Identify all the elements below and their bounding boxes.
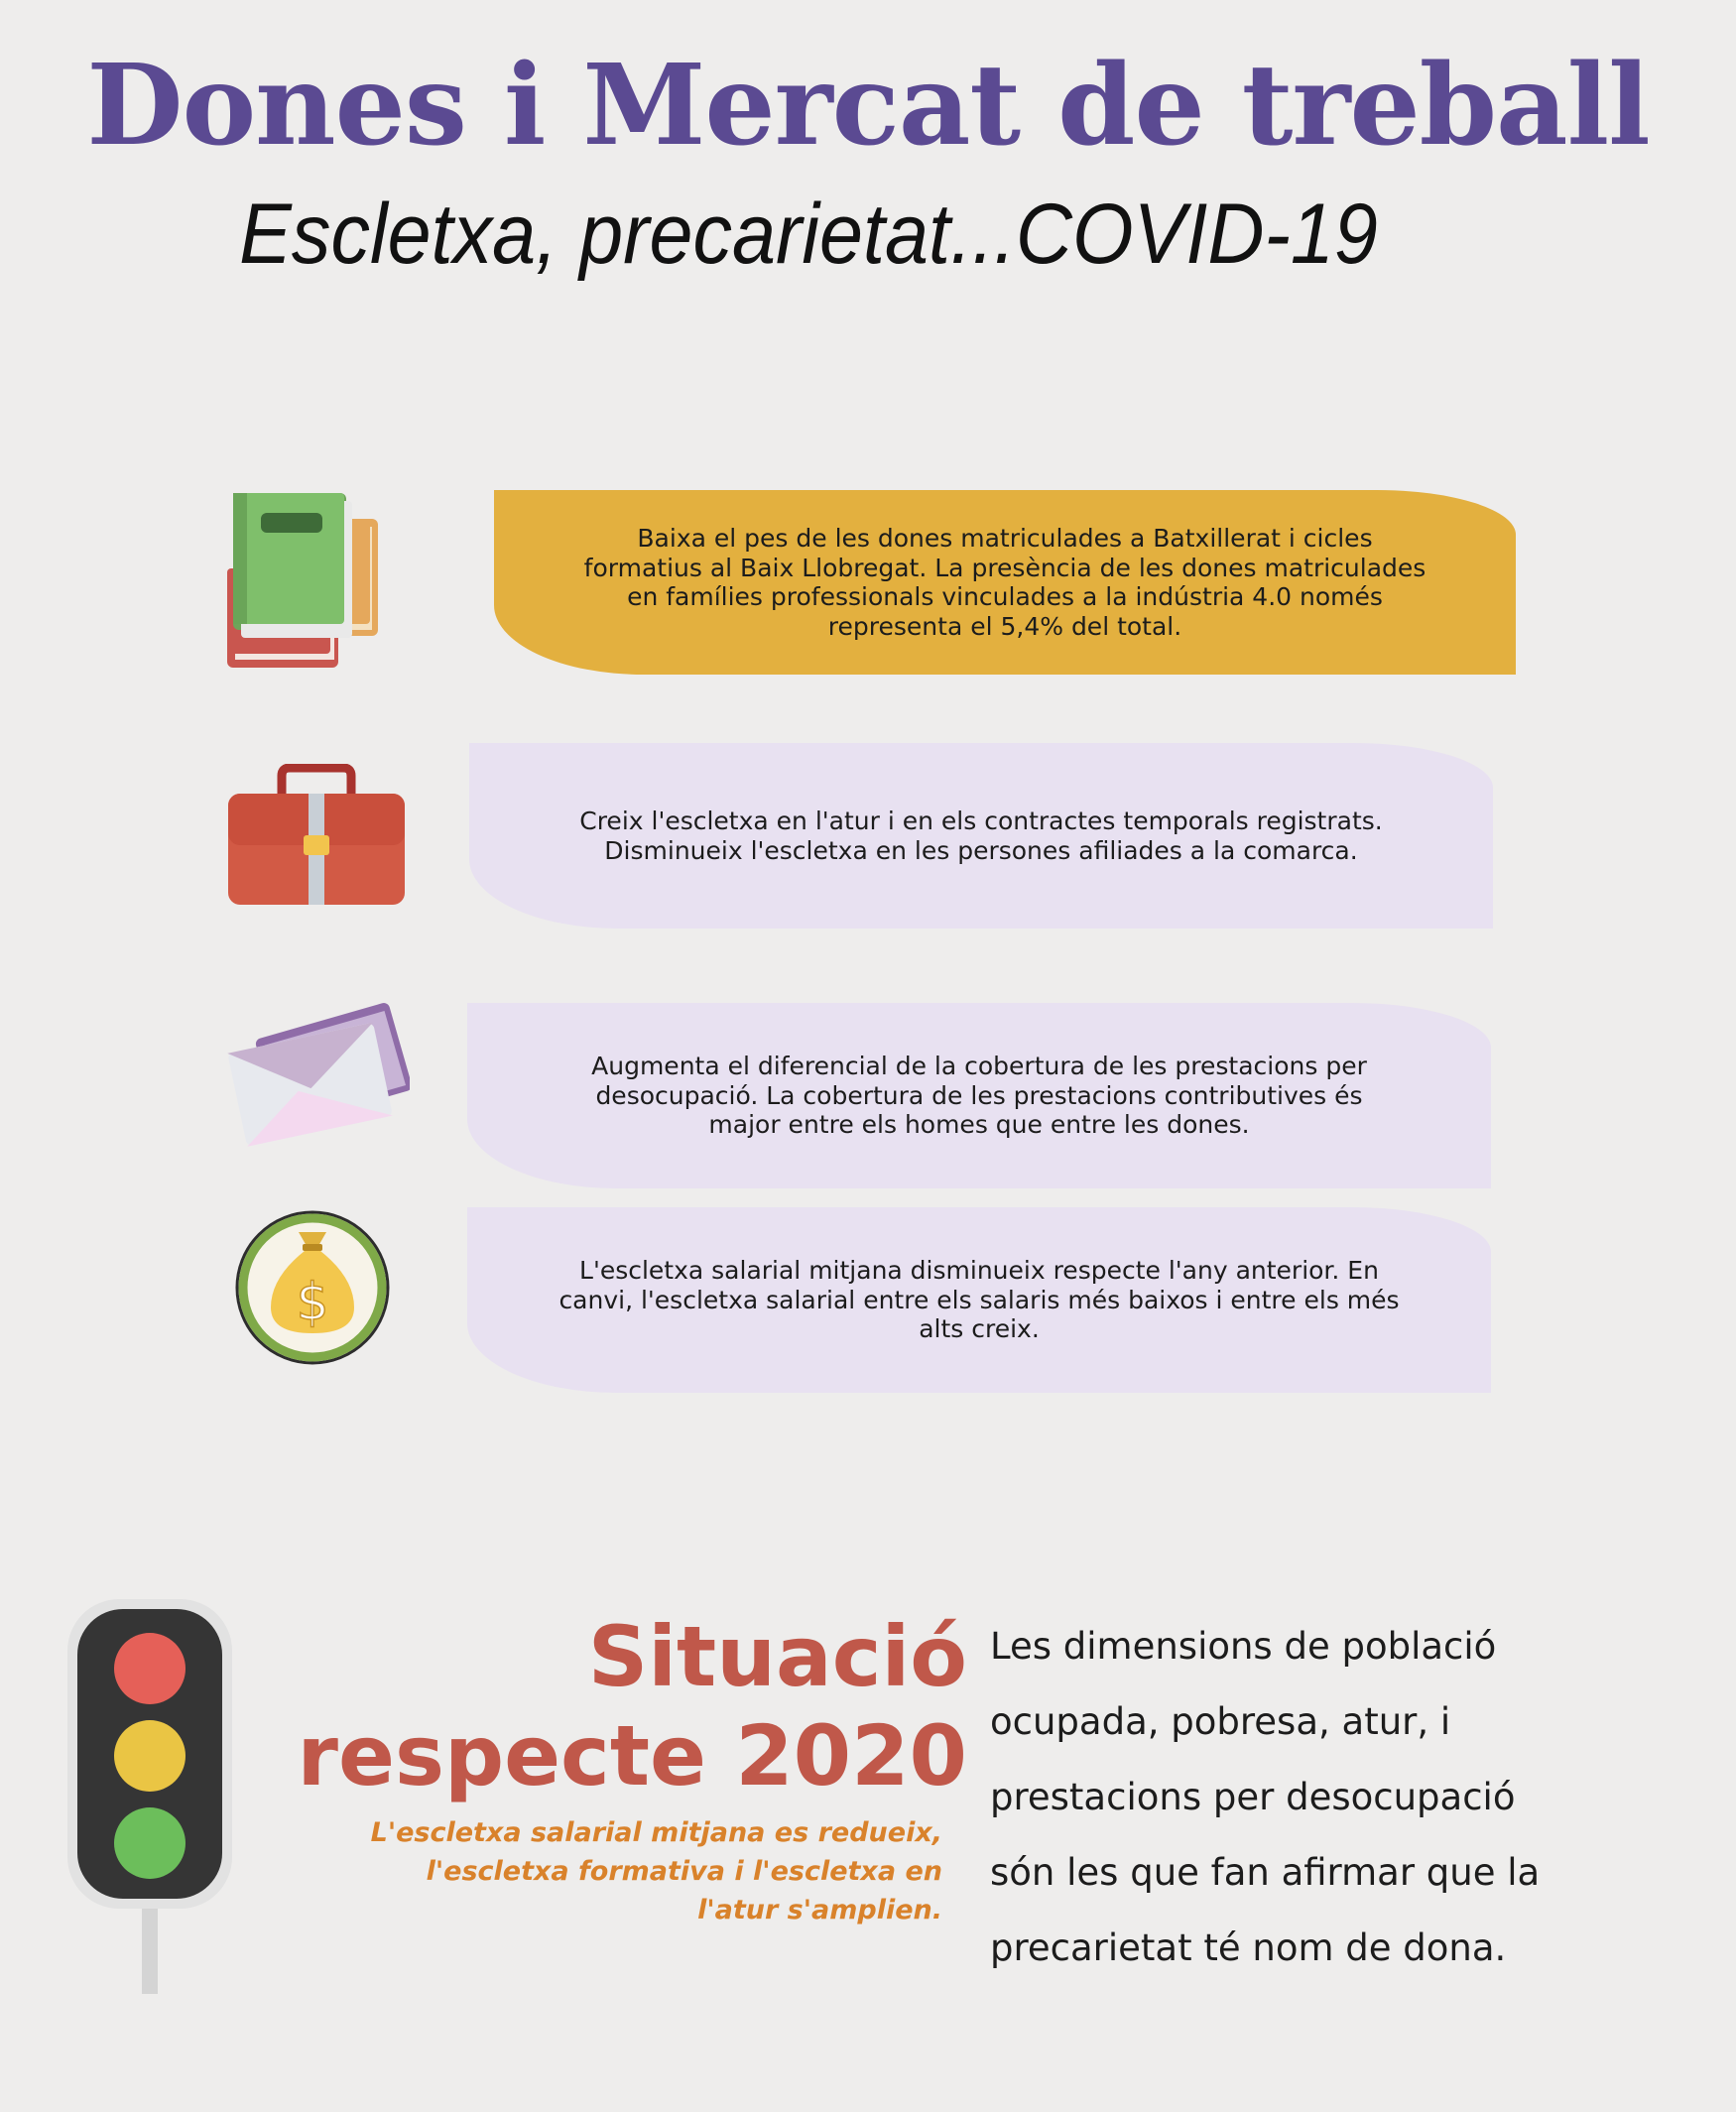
- situation-note-line: l'atur s'amplien.: [697, 1895, 942, 1926]
- card-text-line: representa el 5,4% del total.: [827, 611, 1182, 641]
- situation-body-line: precarietat té nom de dona.: [990, 1926, 1507, 1969]
- info-card-unemployment: [469, 743, 1493, 929]
- traffic-light-icon: [65, 1597, 234, 1999]
- situation-note-line: L'escletxa salarial mitjana es redueix,: [370, 1817, 942, 1848]
- card-text-line: desocupació. La cobertura de les prestacions contributives és: [595, 1080, 1363, 1110]
- books-icon: [223, 489, 382, 673]
- info-card-benefits: [467, 1003, 1491, 1188]
- situation-note-line: l'escletxa formativa i l'escletxa en: [426, 1856, 942, 1887]
- money-bag-icon: [231, 1208, 395, 1367]
- situation-body-line: Les dimensions de població: [990, 1625, 1497, 1668]
- info-card-wages: [467, 1207, 1491, 1393]
- card-text-line: alts creix.: [919, 1314, 1040, 1344]
- card-text-line: Disminueix l'escletxa en les persones afiliades a la comarca.: [604, 835, 1358, 865]
- card-text-line: formatius al Baix Llobregat. La presència de les dones matriculades: [583, 553, 1426, 582]
- situation-body-line: prestacions per desocupació: [990, 1776, 1516, 1818]
- card-text-line: Creix l'escletxa en l'atur i en els contractes temporals registrats.: [579, 807, 1383, 835]
- situation-body-line: ocupada, pobresa, atur, i: [990, 1700, 1451, 1743]
- situation-title-line: Situació: [587, 1608, 967, 1705]
- svg-text:$: $: [296, 1273, 329, 1332]
- envelope-icon: [226, 998, 410, 1147]
- card-text-line: Baixa el pes de les dones matriculades a Batxillerat i cicles: [637, 524, 1373, 553]
- situation-body-line: són les que fan afirmar que la: [990, 1851, 1541, 1894]
- card-text-line: Augmenta el diferencial de la cobertura de les prestacions per: [591, 1052, 1367, 1081]
- situation-title: [228, 1607, 967, 1805]
- page-title: Dones i Mercat de treball: [86, 41, 1650, 171]
- card-text-line: canvi, l'escletxa salarial entre els salaris més baixos i entre els més: [558, 1285, 1400, 1314]
- info-card-education: [494, 490, 1516, 675]
- situation-body: [990, 1609, 1585, 1986]
- briefcase-icon: [226, 764, 407, 908]
- situation-note: [298, 1813, 942, 1929]
- card-text-line: en famílies professionals vinculades a la indústria 4.0 només: [627, 582, 1383, 611]
- situation-title-line: respecte 2020: [297, 1707, 967, 1804]
- card-text-line: L'escletxa salarial mitjana disminueix respecte l'any anterior. En: [579, 1256, 1379, 1286]
- card-text-line: major entre els homes que entre les dones.: [708, 1110, 1250, 1140]
- page-subtitle: Escletxa, precarietat...COVID-19: [239, 186, 1378, 282]
